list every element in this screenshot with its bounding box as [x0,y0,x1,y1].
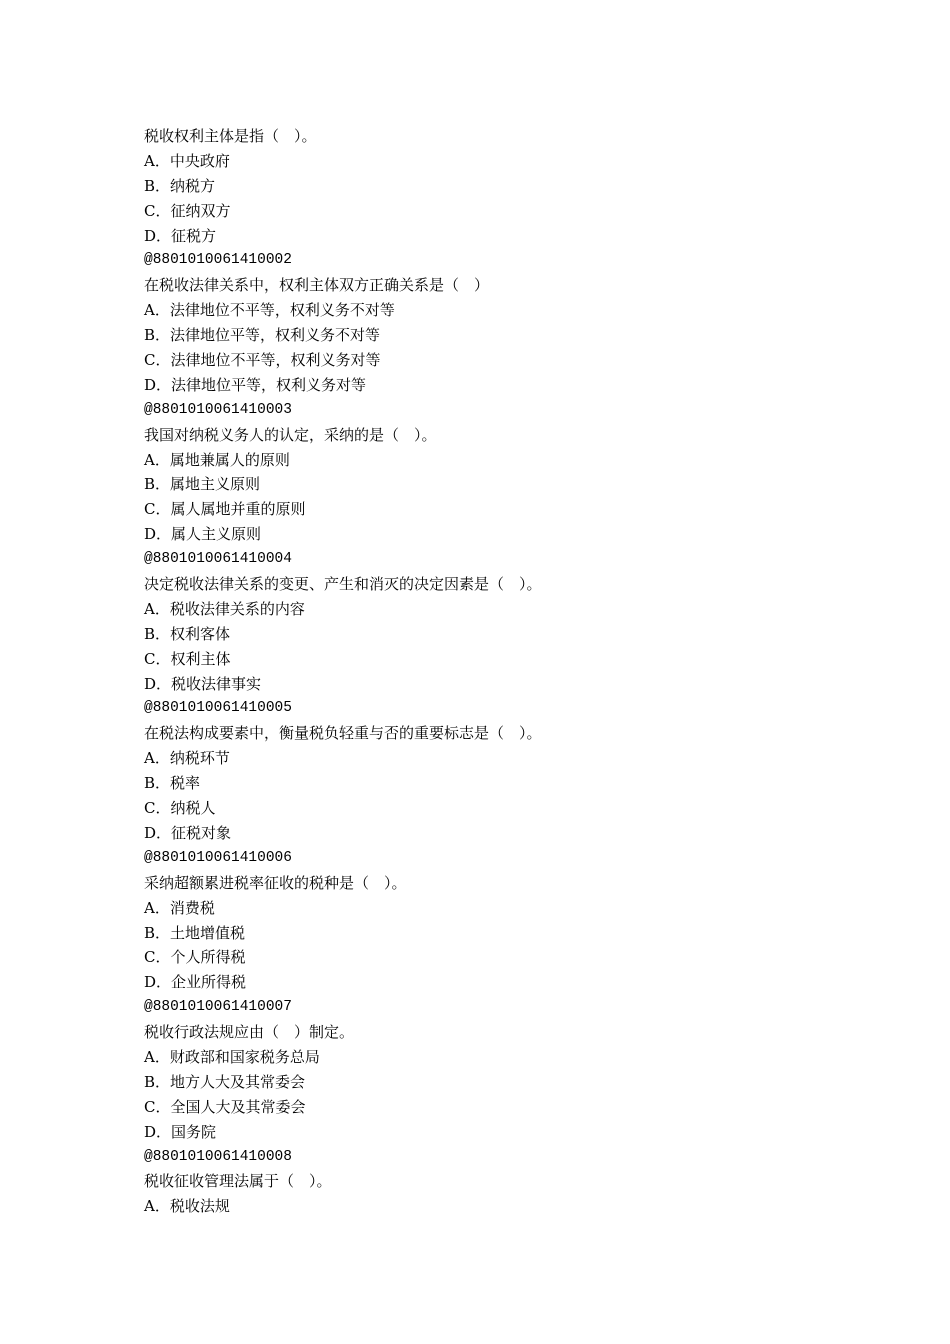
answer-option: B．税率 [144,774,201,793]
question-stem: 在税法构成要素中，衡量税负轻重与否的重要标志是（ ）。 [144,724,542,743]
answer-option: D．企业所得税 [144,973,247,992]
question-block [144,846,844,995]
document-page [144,124,844,1219]
question-stem: 决定税收法律关系的变更、产生和消灭的决定因素是（ ）。 [144,575,542,594]
answer-option: C．个人所得税 [144,948,246,967]
question-block [144,248,844,397]
question-stem: 采纳超额累进税率征收的税种是（ ）。 [144,873,407,892]
question-stem: 税收权利主体是指（ ）。 [144,127,317,145]
question-id: @8801010061410006 [144,849,292,866]
answer-option: A．税收法律关系的内容 [144,599,305,618]
answer-option: B．地方人大及其常委会 [144,1072,306,1091]
answer-option: B．属地主义原则 [144,475,261,494]
question-id: @8801010061410005 [144,700,292,717]
question-block [144,696,844,845]
question-id: @8801010061410002 [144,252,292,269]
answer-option: C．属人属地并重的原则 [144,500,306,519]
answer-option: A．消费税 [144,898,215,917]
answer-option: D．征税方 [144,226,217,245]
answer-option: D．法律地位平等，权利义务对等 [144,375,367,394]
question-block [144,995,844,1144]
answer-option: A．属地兼属人的原则 [144,450,290,469]
question-id: @8801010061410003 [144,401,292,418]
question-block [144,124,844,248]
answer-option: D．税收法律事实 [144,674,262,693]
answer-option: C．全国人大及其常委会 [144,1097,306,1116]
answer-option: B．纳税方 [144,176,216,195]
answer-option: D．属人主义原则 [144,525,262,544]
answer-option: D．国务院 [144,1122,217,1141]
question-stem: 我国对纳税义务人的认定，采纳的是（ ）。 [144,425,437,444]
answer-option: C．纳税人 [144,799,216,818]
answer-option: A．中央政府 [144,151,230,170]
question-id: @8801010061410008 [144,1148,292,1165]
answer-option: B．土地增值税 [144,923,246,942]
answer-option: D．征税对象 [144,823,232,842]
answer-option: C．权利主体 [144,649,231,668]
question-block [144,1145,844,1220]
question-block [144,547,844,696]
answer-option: A．税收法规 [144,1197,230,1216]
question-stem: 在税收法律关系中，权利主体双方正确关系是（ ） [144,276,490,295]
answer-option: A．财政部和国家税务总局 [144,1047,320,1066]
question-stem: 税收征收管理法属于（ ）。 [144,1172,332,1191]
question-id: @8801010061410007 [144,999,292,1016]
answer-option: B．权利客体 [144,624,231,643]
answer-option: C．法律地位不平等，权利义务对等 [144,351,381,370]
question-block [144,398,844,547]
answer-option: B．法律地位平等，权利义务不对等 [144,326,381,345]
question-stem: 税收行政法规应由（ ）制定。 [144,1023,355,1042]
answer-option: A．纳税环节 [144,749,230,768]
answer-option: C．征纳双方 [144,201,231,220]
question-id: @8801010061410004 [144,551,292,568]
answer-option: A．法律地位不平等，权利义务不对等 [144,301,395,320]
